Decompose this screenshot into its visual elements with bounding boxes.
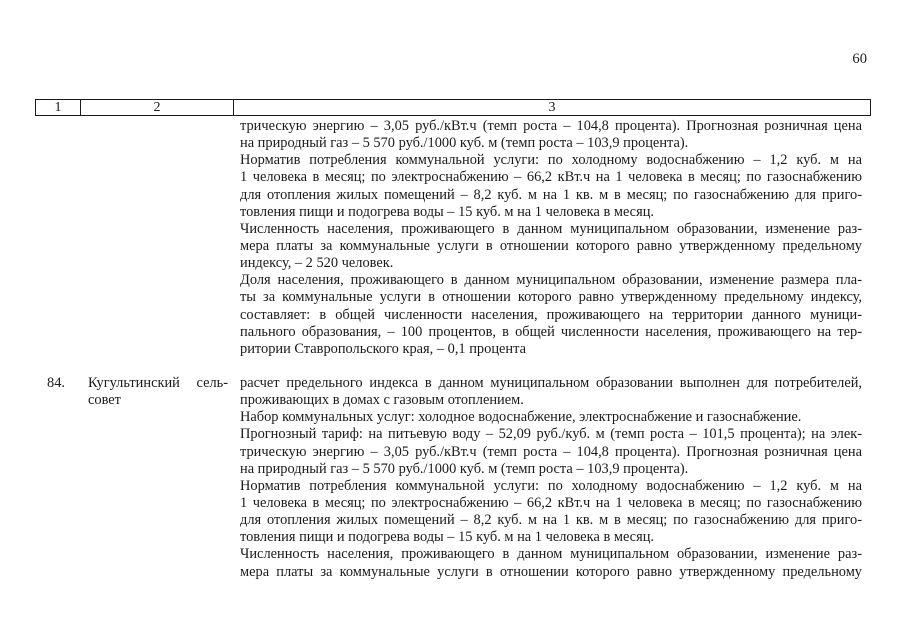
- text-line: индексу, – 2 520 человек.: [240, 255, 394, 272]
- row-name-line: Кугультинский сель-: [88, 375, 228, 391]
- text-line: составляет: в общей численности населения, проживающего на территории данного муници-: [240, 306, 862, 323]
- text-line: товления пищи и подогрева воды – 15 куб. м на 1 человека в месяц.: [240, 529, 654, 546]
- text-line: проживающих в домах с газовым отоплением.: [240, 392, 524, 409]
- text-line: Численность населения, проживающего в данном муниципальном образовании, изменение раз-: [240, 220, 862, 237]
- header-cell-2: 2: [81, 100, 234, 115]
- text-line: Норматив потребления коммунальной услуги: по холодному водоснабжению – 1,2 куб. м на: [240, 152, 862, 169]
- text-line: Доля населения, проживающего в данном муниципальном образовании, изменение размера пла-: [240, 272, 862, 289]
- text-line: мера платы за коммунальные услуги в отношении которого равно утвержденному предельному: [240, 563, 862, 580]
- header-cell-1: 1: [36, 100, 81, 115]
- text-line: товления пищи и подогрева воды – 15 куб. м на 1 человека в месяц.: [240, 203, 654, 220]
- page-number: 60: [852, 51, 867, 67]
- text-line: трическую энергию – 3,05 руб./кВт.ч (темп роста – 104,8 процента). Прогнозная розничная цена: [240, 443, 862, 460]
- row-name: [88, 375, 228, 409]
- text-line: Набор коммунальных услуг: холодное водоснабжение, электроснабжение и газоснабжение.: [240, 409, 802, 426]
- text-line: на природный газ – 5 570 руб./1000 куб. м (темп роста – 103,9 процента).: [240, 135, 689, 152]
- row-text-block: [240, 375, 862, 581]
- text-line: на природный газ – 5 570 руб./1000 куб. м (темп роста – 103,9 процента).: [240, 460, 689, 477]
- text-line: 1 человека в месяц; по электроснабжению – 66,2 кВт.ч на 1 человека в месяц; по газоснабжению: [240, 169, 862, 186]
- text-line: ты за коммунальные услуги в отношении которого равно утвержденному предельному индексу,: [240, 289, 862, 306]
- text-line: мера платы за коммунальные услуги в отношении которого равно утвержденному предельному: [240, 237, 862, 254]
- row-number: 84.: [47, 375, 65, 391]
- text-line: трическую энергию – 3,05 руб./кВт.ч (темп роста – 104,8 процента). Прогнозная розничная цена: [240, 118, 862, 134]
- text-line: для отопления жилых помещений – 8,2 куб. м на 1 кв. м в месяц; по газоснабжению для приго-: [240, 512, 862, 529]
- text-line: Численность населения, проживающего в данном муниципальном образовании, изменение раз-: [240, 546, 862, 563]
- text-line: расчет предельного индекса в данном муниципальном образовании выполнен для потребителей,: [240, 375, 862, 391]
- header-cell-3: 3: [548, 100, 556, 115]
- text-line: Норматив потребления коммунальной услуги: по холодному водоснабжению – 1,2 куб. м на: [240, 477, 862, 494]
- table-header-row: [35, 99, 871, 116]
- continued-text-block: [240, 118, 862, 358]
- text-line: пального образования, – 100 процентов, в общей численности населения, проживающего на тер-: [240, 323, 862, 340]
- row-name-line: совет: [88, 392, 121, 409]
- text-line: 1 человека в месяц; по электроснабжению – 66,2 кВт.ч на 1 человека в месяц; по газоснабжению: [240, 494, 862, 511]
- text-line: Прогнозный тариф: на питьевую воду – 52,09 руб./куб. м (темп роста – 101,5 процента); на элек-: [240, 426, 862, 443]
- text-line: для отопления жилых помещений – 8,2 куб. м на 1 кв. м в месяц; по газоснабжению для приго-: [240, 186, 862, 203]
- text-line: ритории Ставропольского края, – 0,1 процента: [240, 340, 526, 357]
